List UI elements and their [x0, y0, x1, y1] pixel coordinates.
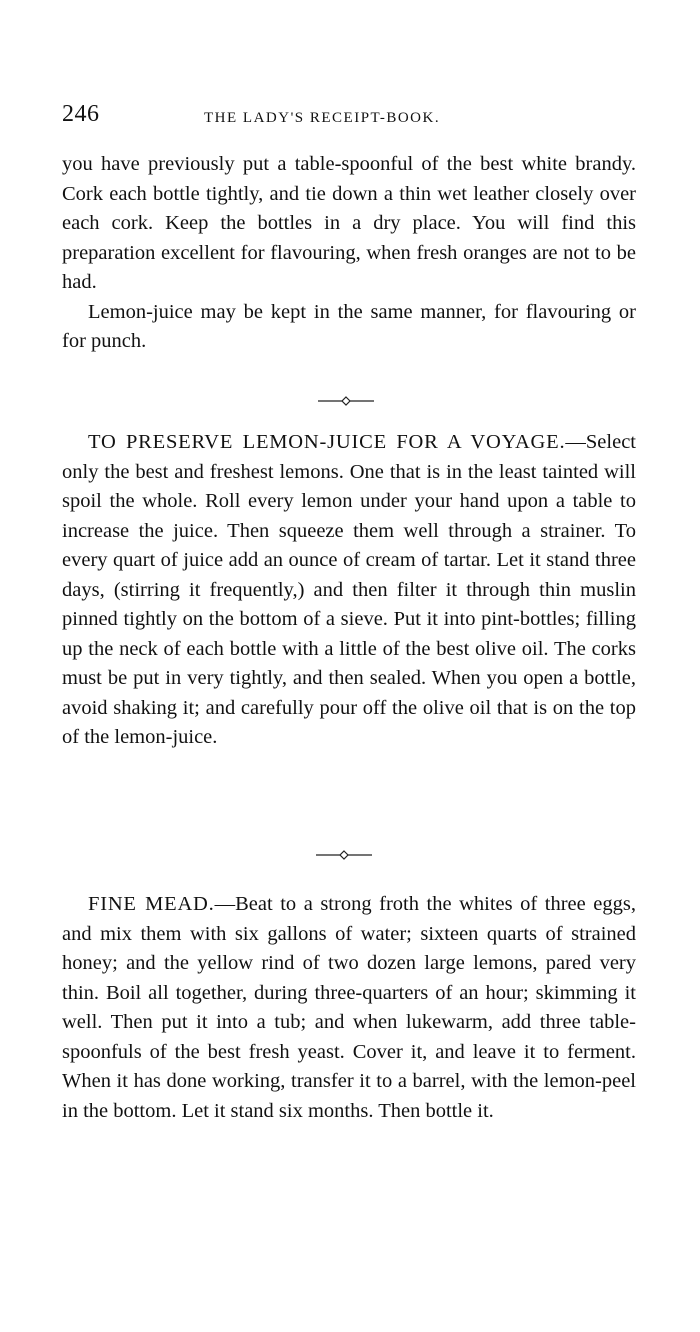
section-divider-ornament [316, 395, 376, 407]
page-number: 246 [62, 101, 100, 127]
mead-recipe-title: FINE MEAD. [88, 893, 215, 915]
mead-recipe-body: —Beat to a strong froth the whites of three eggs, and mix them with six gallons of water; sixteen quarts of strained honey; and the yellow rind of two dozen large lemons, pared very thin. Boil all together, during three-quarters of an hour; skimming it well. Then put it into a tub; and when lukewarm, add three table-spoonfuls of the best fresh yeast. Cover it, and leave it to ferment. When it has done working, transfer it to a barrel, with the lemon-peel in the bottom. Let it stand six months. Then bottle it. [62, 893, 636, 1122]
continuation-section [62, 150, 636, 357]
lemon-juice-note-paragraph: Lemon-juice may be kept in the same manner, for flavouring or for punch. [62, 300, 636, 352]
lemon-juice-recipe-title: TO PRESERVE LEMON-JUICE FOR A VOYAGE. [88, 431, 566, 453]
lemon-juice-recipe [62, 428, 636, 753]
lemon-juice-paragraph [62, 428, 636, 753]
continuation-paragraph: you have previously put a table-spoonful of the best white brandy. Cork each bottle tightly, and tie down a thin wet leather closely over each cork. Keep the bottles in a dry place. You will find this preparation excellent for flavouring, when fresh oranges are not to be had. [62, 153, 636, 293]
section-divider-ornament [314, 849, 374, 861]
running-head: THE LADY'S RECEIPT-BOOK. [204, 110, 441, 126]
mead-paragraph [62, 890, 636, 1126]
lemon-juice-recipe-body: —Select only the best and freshest lemons. One that is in the least tainted will spoil the whole. Roll every lemon under your hand upon a table to increase the juice. Then squeeze them well through a strainer. To every quart of juice add an ounce of cream of tartar. Let it stand three days, (stirring it frequently,) and then filter it through thin muslin pinned tightly on the bottom of a sieve. Put it into pint-bottles; filling up the neck of each bottle with a little of the best olive oil. The corks must be put in very tightly, and then sealed. When you open a bottle, avoid shaking it; and carefully pour off the olive oil that is on the top of the lemon-juice. [62, 431, 636, 748]
mead-recipe [62, 890, 636, 1126]
page-header [62, 101, 638, 141]
